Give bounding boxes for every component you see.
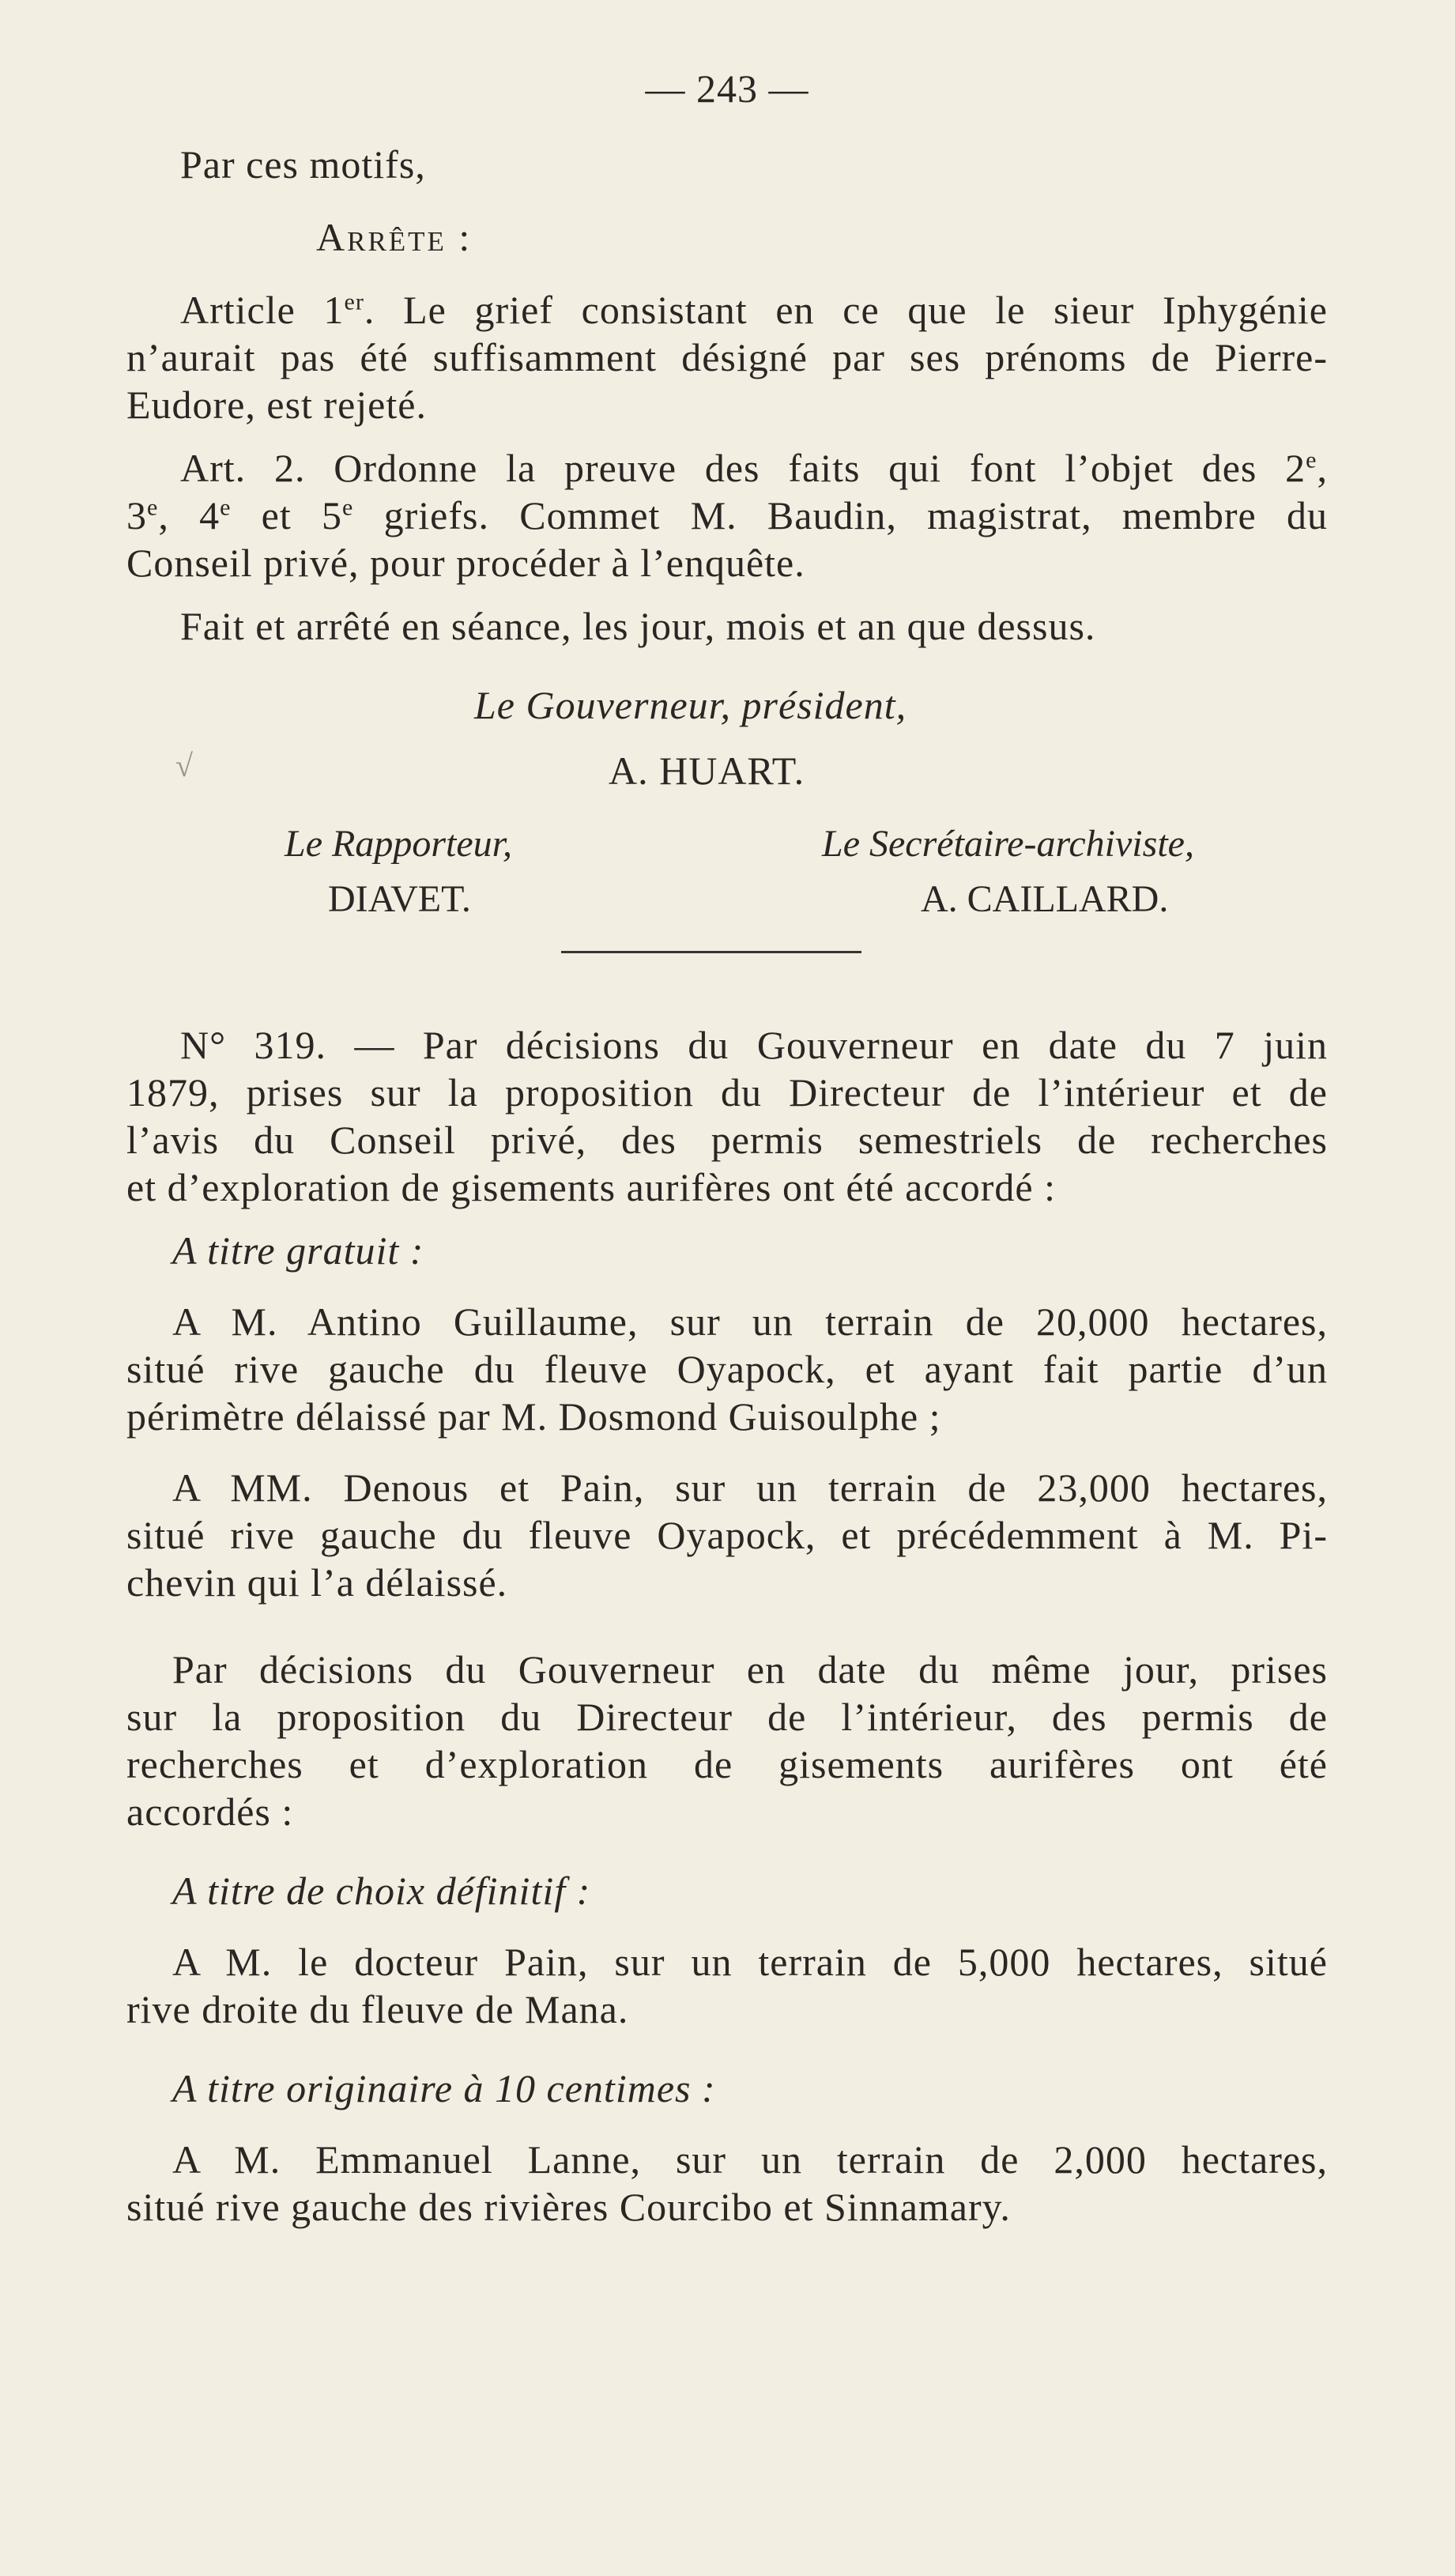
grant-4-line-2: situé rive gauche des rivières Courcibo et Sinnamary. [126,2185,1011,2229]
section-divider [561,951,861,953]
grant-3-line-1: A M. le docteur Pain, sur un terrain de 5,000 hectares, situé [172,1940,1328,1984]
closing-formula: Fait et arrêté en séance, les jour, mois et an que dessus. [180,604,1096,648]
grant-1-line-2: situé rive gauche du fleuve Oyapock, et ayant fait partie d’un [126,1347,1328,1391]
decision-2-line-2: sur la proposition du Directeur de l’intérieur, des permis de [126,1695,1328,1739]
decision-319-line-2: 1879, prises sur la proposition du Directeur de l’intérieur et de [126,1070,1328,1115]
decision-2-line-1: Par décisions du Gouverneur en date du même jour, prises [172,1647,1328,1692]
grant-2-line-2: situé rive gauche du fleuve Oyapock, et précédemment à M. Pi- [126,1513,1328,1557]
secretary-name: A. CAILLARD. [921,878,1169,920]
article-2-line-2: 3e, 4e et 5e griefs. Commet M. Baudin, magistrat, membre du [126,493,1328,537]
article-2-line-1: Art. 2. Ordonne la preuve des faits qui font l’objet des 2e, [180,446,1328,490]
subheading-titre-gratuit: A titre gratuit : [172,1228,424,1273]
decree-heading: Arrête : [316,215,473,259]
governor-title: Le Gouverneur, président, [474,683,907,727]
grant-3-line-2: rive droite du fleuve de Mana. [126,1987,629,2031]
decision-319-line-1: N° 319. — Par décisions du Gouverneur en date du 7 juin [180,1023,1328,1067]
rapporteur-name: DIAVET. [328,878,471,920]
rapporteur-title: Le Rapporteur, [285,823,512,865]
grant-1-line-1: A M. Antino Guillaume, sur un terrain de 20,000 hectares, [172,1299,1328,1344]
grant-1-line-3: périmètre délaissé par M. Dosmond Guisoulphe ; [126,1394,941,1439]
grant-2-line-1: A MM. Denous et Pain, sur un terrain de 23,000 hectares, [172,1465,1328,1510]
article-1-line-2: n’aurait pas été suffisamment désigné par ses prénoms de Pierre- [126,335,1328,379]
decision-2-line-3: recherches et d’exploration de gisements aurifères ont été [126,1742,1328,1786]
decision-2-line-4: accordés : [126,1790,294,1834]
decision-319-line-4: et d’exploration de gisements aurifères ont été accordé : [126,1165,1056,1209]
secretary-title: Le Secrétaire-archiviste, [822,823,1194,865]
decision-319-line-3: l’avis du Conseil privé, des permis semestriels de recherches [126,1118,1328,1162]
opening-phrase: Par ces motifs, [180,142,426,187]
page-number: — 243 — [645,66,809,111]
article-1-line-3: Eudore, est rejeté. [126,383,427,427]
article-1-line-1: Article 1er. Le grief consistant en ce que le sieur Iphygénie [180,288,1328,332]
article-2-line-3: Conseil privé, pour procéder à l’enquête. [126,541,805,585]
governor-name: A. HUART. [609,749,805,793]
subheading-titre-originaire: A titre originaire à 10 centimes : [172,2066,716,2110]
handwritten-mark: √ [175,748,193,783]
grant-4-line-1: A M. Emmanuel Lanne, sur un terrain de 2,000 hectares, [172,2137,1328,2182]
grant-2-line-3: chevin qui l’a délaissé. [126,1560,508,1605]
subheading-choix-definitif: A titre de choix définitif : [172,1869,591,1913]
